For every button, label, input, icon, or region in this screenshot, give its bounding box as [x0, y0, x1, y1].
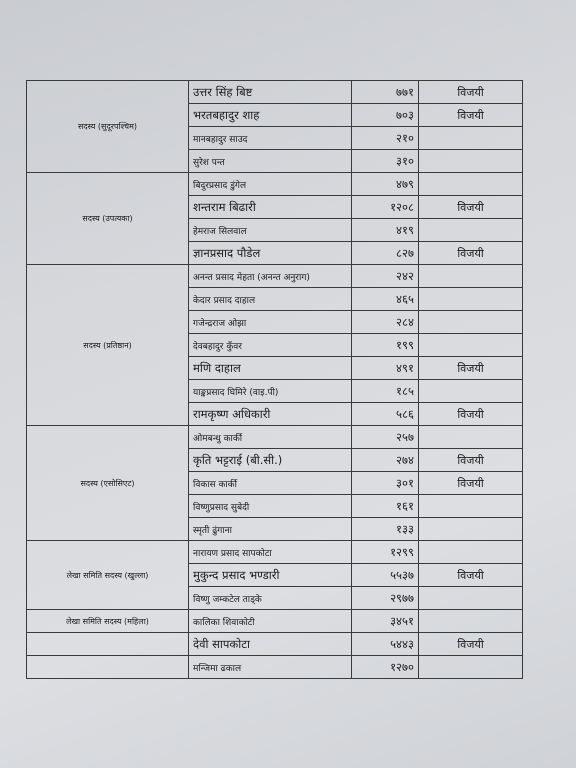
result-status-cell: विजयी [419, 633, 523, 656]
candidate-name-cell: भरतबहादुर शाह [189, 104, 352, 127]
candidate-name-cell: शन्तराम बिढारी [189, 196, 352, 219]
result-status-cell: विजयी [419, 449, 523, 472]
result-status-cell [419, 288, 523, 311]
result-status-cell [419, 219, 523, 242]
vote-count-cell: १२०८ [352, 196, 419, 219]
candidate-name-cell: हेमराज सिलवाल [189, 219, 352, 242]
result-status-cell: विजयी [419, 81, 523, 104]
category-cell [27, 656, 189, 679]
vote-count-cell: ४१९ [352, 219, 419, 242]
candidate-name-cell: देवी सापकोटा [189, 633, 352, 656]
result-status-cell: विजयी [419, 357, 523, 380]
result-status-cell [419, 587, 523, 610]
vote-count-cell: १२७० [352, 656, 419, 679]
vote-count-cell: १६१ [352, 495, 419, 518]
result-status-cell [419, 518, 523, 541]
table-row [27, 81, 523, 104]
category-cell: सदस्य (प्रतिष्ठान) [27, 265, 189, 426]
candidate-name-cell: नारायण प्रसाद सापकोटा [189, 541, 352, 564]
result-status-cell [419, 541, 523, 564]
vote-count-cell: २७४ [352, 449, 419, 472]
result-status-cell [419, 150, 523, 173]
vote-count-cell: २८४ [352, 311, 419, 334]
candidate-name-cell: अनन्त प्रसाद मेहता (अनन्त अनुराग) [189, 265, 352, 288]
candidate-name-cell: मन्जिमा ढकाल [189, 656, 352, 679]
candidate-name-cell: रामकृष्ण अधिकारी [189, 403, 352, 426]
candidate-name-cell: विकास कार्की [189, 472, 352, 495]
candidate-name-cell: सुरेश पन्त [189, 150, 352, 173]
vote-count-cell: २९७७ [352, 587, 419, 610]
candidate-name-cell: याङ्कप्रसाद घिमिरे (वाइ.पी) [189, 380, 352, 403]
result-status-cell [419, 265, 523, 288]
table-row [27, 610, 523, 633]
candidate-name-cell: बिदुरप्रसाद डुंगेल [189, 173, 352, 196]
result-status-cell: विजयी [419, 472, 523, 495]
vote-count-cell: ५४४३ [352, 633, 419, 656]
table-row [27, 173, 523, 196]
vote-count-cell: ४६५ [352, 288, 419, 311]
vote-count-cell: २१० [352, 127, 419, 150]
table-row [27, 265, 523, 288]
vote-count-cell: १८५ [352, 380, 419, 403]
result-status-cell: विजयी [419, 403, 523, 426]
result-status-cell: विजयी [419, 196, 523, 219]
candidate-name-cell: कृति भट्टराई (बी.सी.) [189, 449, 352, 472]
election-results-table [26, 80, 523, 679]
candidate-name-cell: ओमबन्धु कार्की [189, 426, 352, 449]
category-cell: लेखा समिति सदस्य (खुल्ला) [27, 541, 189, 610]
vote-count-cell: ४९१ [352, 357, 419, 380]
vote-count-cell: ३१० [352, 150, 419, 173]
vote-count-cell: ७०३ [352, 104, 419, 127]
candidate-name-cell: ज्ञानप्रसाद पौडेल [189, 242, 352, 265]
result-status-cell [419, 127, 523, 150]
vote-count-cell: ३०१ [352, 472, 419, 495]
vote-count-cell: १३३ [352, 518, 419, 541]
result-status-cell [419, 656, 523, 679]
result-status-cell: विजयी [419, 104, 523, 127]
vote-count-cell: ७७१ [352, 81, 419, 104]
vote-count-cell: २४२ [352, 265, 419, 288]
category-cell: सदस्य (सुदूरपश्चिम) [27, 81, 189, 173]
vote-count-cell: ४७९ [352, 173, 419, 196]
candidate-name-cell: विष्णुप्रसाद सुबेदी [189, 495, 352, 518]
result-status-cell: विजयी [419, 564, 523, 587]
candidate-name-cell: कालिका शिवाकोटी [189, 610, 352, 633]
result-status-cell [419, 334, 523, 357]
vote-count-cell: २५७ [352, 426, 419, 449]
candidate-name-cell: गजेन्द्रराज ओझा [189, 311, 352, 334]
category-cell [27, 633, 189, 656]
category-cell: सदस्य (उपत्यका) [27, 173, 189, 265]
table-row [27, 426, 523, 449]
table-row [27, 633, 523, 656]
candidate-name-cell: केदार प्रसाद दाहाल [189, 288, 352, 311]
table-row [27, 656, 523, 679]
candidate-name-cell: स्मृती ढुंगाना [189, 518, 352, 541]
results-table-body [27, 81, 523, 679]
result-status-cell: विजयी [419, 242, 523, 265]
category-cell: लेखा समिति सदस्य (महिला) [27, 610, 189, 633]
vote-count-cell: ३४५१ [352, 610, 419, 633]
candidate-name-cell: देवबहादुर कुँवर [189, 334, 352, 357]
table-row [27, 541, 523, 564]
candidate-name-cell: मानबहादुर साउद [189, 127, 352, 150]
vote-count-cell: ८२७ [352, 242, 419, 265]
result-status-cell [419, 173, 523, 196]
candidate-name-cell: मणि दाहाल [189, 357, 352, 380]
vote-count-cell: ५५३७ [352, 564, 419, 587]
category-cell: सदस्य (एसोसिएट) [27, 426, 189, 541]
result-status-cell [419, 495, 523, 518]
result-status-cell [419, 380, 523, 403]
candidate-name-cell: उत्तर सिंह बिष्ट [189, 81, 352, 104]
result-status-cell [419, 311, 523, 334]
candidate-name-cell: मुकुन्द प्रसाद भण्डारी [189, 564, 352, 587]
result-status-cell [419, 610, 523, 633]
candidate-name-cell: विष्णु जम्कटेल ताड्के [189, 587, 352, 610]
vote-count-cell: ५८६ [352, 403, 419, 426]
result-status-cell [419, 426, 523, 449]
vote-count-cell: १२९९ [352, 541, 419, 564]
vote-count-cell: १९९ [352, 334, 419, 357]
